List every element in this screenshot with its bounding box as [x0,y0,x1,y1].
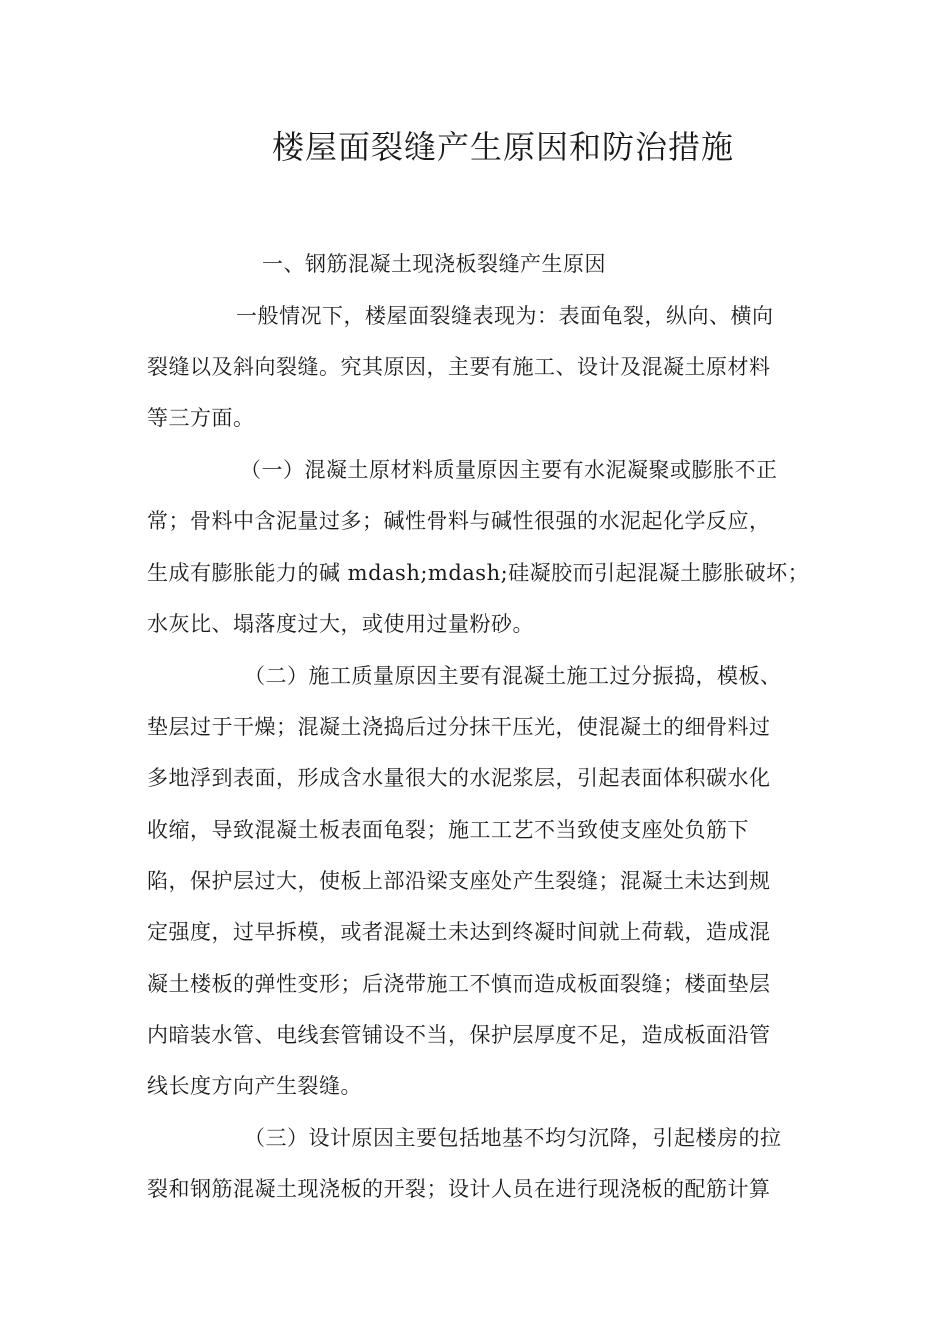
paragraph-line: 多地浮到表面，形成含水量很大的水泥浆层，引起表面体积碳水化 [147,766,771,790]
paragraph-line: 内暗装水管、电线套管铺设不当，保护层厚度不足，造成板面沿管 [147,1023,771,1047]
paragraph-line: 裂和钢筋混凝土现浇板的开裂；设计人员在进行现浇板的配筋计算 [147,1177,771,1201]
section-heading: 一、钢筋混凝土现浇板裂缝产生原因 [262,252,606,276]
paragraph-line: 定强度，过早拆模，或者混凝土未达到终凝时间就上荷载，造成混 [147,920,771,944]
paragraph-line: 生成有膨胀能力的碱 mdash;mdash;硅凝胶而引起混凝土膨胀破坏； [147,561,810,585]
paragraph-line: 常；骨料中含泥量过多；碱性骨料与碱性很强的水泥起化学反应， [147,509,771,533]
paragraph-line: （一）混凝土原材料质量原因主要有水泥凝聚或膨胀不正 [240,458,778,482]
paragraph-line: 凝土楼板的弹性变形；后浇带施工不慎而造成板面裂缝；楼面垫层 [147,972,771,996]
paragraph-line: 水灰比、塌落度过大，或使用过量粉砂。 [147,612,534,636]
paragraph-line: 等三方面。 [147,406,255,430]
paragraph-line: （二）施工质量原因主要有混凝土施工过分振捣，模板、 [244,664,782,688]
paragraph-line: 陷，保护层过大，使板上部沿梁支座处产生裂缝；混凝土未达到规 [147,869,771,893]
paragraph-line: 一般情况下，楼屋面裂缝表现为：表面龟裂，纵向、横向 [236,304,774,328]
paragraph-line: 裂缝以及斜向裂缝。究其原因，主要有施工、设计及混凝土原材料 [147,355,771,379]
document-title: 楼屋面裂缝产生原因和防治措施 [272,128,735,166]
paragraph-line: 收缩，导致混凝土板表面龟裂；施工工艺不当致使支座处负筋下 [147,818,749,842]
paragraph-line: 垫层过于干燥；混凝土浇捣后过分抹干压光，使混凝土的细骨料过 [147,715,771,739]
paragraph-line: （三）设计原因主要包括地基不均匀沉降，引起楼房的拉 [244,1126,782,1150]
paragraph-line: 线长度方向产生裂缝。 [147,1074,362,1098]
